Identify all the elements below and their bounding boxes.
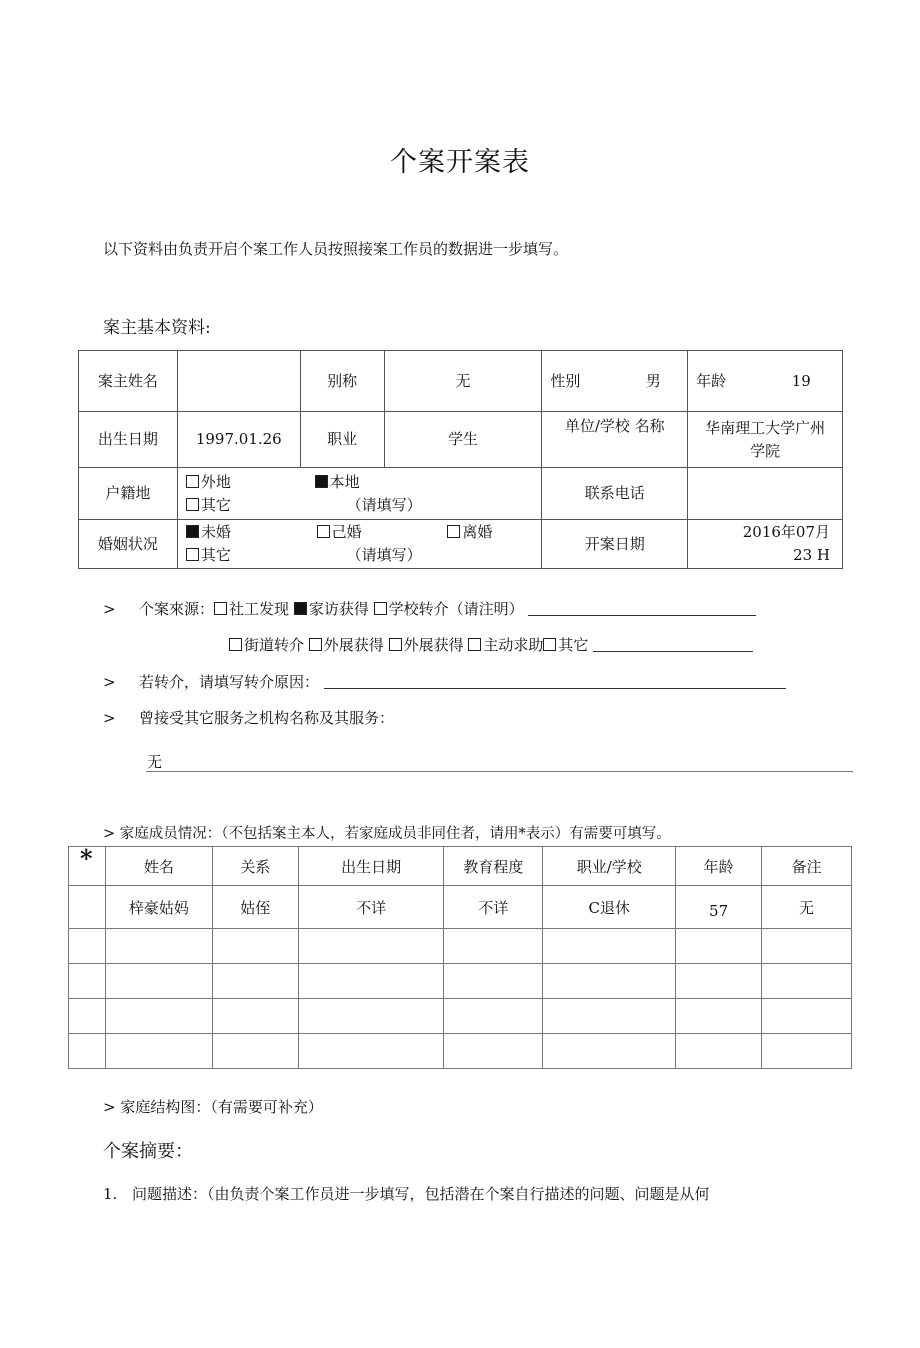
checkbox-icon	[468, 638, 481, 651]
age-cell[interactable]	[688, 351, 843, 412]
table-cell[interactable]	[212, 929, 298, 964]
source-option-self-help[interactable]: 主动求助	[468, 636, 543, 654]
marital-options	[177, 520, 542, 569]
table-cell[interactable]	[676, 999, 762, 1034]
table-cell[interactable]	[762, 999, 852, 1034]
table-cell[interactable]	[444, 964, 543, 999]
hukou-options	[177, 468, 542, 520]
checkbox-checked-icon	[294, 602, 307, 615]
open-date-line2: 23 H	[793, 546, 830, 564]
open-date-field[interactable]	[688, 520, 843, 569]
arrow-icon: >	[103, 673, 116, 691]
case-source-row-2	[229, 634, 753, 655]
family-star-cell[interactable]	[69, 964, 106, 999]
family-star-cell[interactable]	[69, 929, 106, 964]
table-cell[interactable]: 不详	[444, 886, 543, 929]
checkbox-icon	[186, 498, 199, 511]
alias-field[interactable]: 无	[384, 351, 542, 412]
source-option-outreach-2[interactable]: 外展获得	[389, 636, 464, 654]
prior-service-label: 曾接受其它服务之机构名称及其服务：	[139, 709, 395, 727]
family-star-cell[interactable]	[69, 1034, 106, 1069]
case-source-label: 个案來源：	[139, 600, 215, 618]
hukou-option-outside[interactable]: 外地	[186, 471, 310, 494]
referral-label: 若转介，请填写转介原因：	[139, 673, 320, 691]
intro-text: 以下资料由负责开启个案工作人员按照接案工作员的数据进一步填写。	[103, 240, 569, 258]
table-cell[interactable]	[105, 929, 212, 964]
referral-reason-line[interactable]	[324, 674, 786, 689]
table-cell[interactable]	[762, 964, 852, 999]
source-option-other[interactable]: 其它	[543, 636, 588, 654]
family-header-age: 年龄	[676, 847, 762, 886]
table-cell[interactable]	[298, 929, 444, 964]
table-row	[69, 964, 852, 999]
job-label: 职业	[300, 412, 384, 468]
family-header-note: 备注	[762, 847, 852, 886]
table-cell[interactable]: C退休	[543, 886, 676, 929]
table-cell[interactable]	[444, 1034, 543, 1069]
table-cell[interactable]	[676, 1034, 762, 1069]
family-header-name: 姓名	[105, 847, 212, 886]
table-cell[interactable]: 梓豪姑妈	[105, 886, 212, 929]
checkbox-checked-icon	[186, 525, 199, 538]
table-row	[69, 999, 852, 1034]
source-option-outreach-1[interactable]: 外展获得	[309, 636, 384, 654]
prior-service-row	[103, 707, 394, 728]
family-table	[68, 846, 852, 1069]
table-cell[interactable]: 姑侄	[212, 886, 298, 929]
source-option-school-referral[interactable]: 学校转介（请注明）	[374, 600, 524, 618]
case-source-row	[103, 598, 756, 619]
gender-value: 男	[645, 371, 661, 390]
marital-option-divorced[interactable]: 离婚	[447, 521, 492, 544]
birth-label: 出生日期	[79, 412, 178, 468]
page-title: 个案开案表	[390, 147, 530, 178]
problem-number: 1.	[103, 1185, 118, 1203]
table-cell[interactable]	[212, 964, 298, 999]
checkbox-icon	[447, 525, 460, 538]
checkbox-icon	[186, 475, 199, 488]
checkbox-icon	[374, 602, 387, 615]
checkbox-icon	[214, 602, 227, 615]
checkbox-icon	[317, 525, 330, 538]
table-cell[interactable]	[543, 999, 676, 1034]
checkbox-checked-icon	[315, 475, 328, 488]
unit-field[interactable]: 华南理工大学广州学院	[688, 412, 843, 468]
table-cell[interactable]: 57	[676, 886, 762, 929]
table-cell[interactable]	[543, 1034, 676, 1069]
checkbox-icon	[186, 548, 199, 561]
table-row	[69, 929, 852, 964]
table-row	[69, 1034, 852, 1069]
family-heading: > 家庭成员情况：（不包括案主本人，若家庭成员非同住者，请用*表示）有需要可填写。	[103, 826, 671, 842]
problem-description-text: 问题描述：（由负责个案工作员进一步填写，包括潜在个案自行描述的问题、问题是从何	[132, 1185, 710, 1203]
hukou-option-other[interactable]: 其它	[186, 494, 342, 517]
checkbox-icon	[309, 638, 322, 651]
table-cell[interactable]: 无	[762, 886, 852, 929]
table-cell[interactable]	[762, 929, 852, 964]
arrow-icon: >	[103, 709, 116, 727]
source-option-home-visit[interactable]: 家访获得	[294, 600, 369, 618]
hukou-fill-hint: （请填写）	[346, 495, 422, 514]
family-header-birth: 出生日期	[298, 847, 444, 886]
marital-fill-hint: （请填写）	[346, 546, 422, 564]
marital-label: 婚姻状况	[79, 520, 178, 569]
table-cell[interactable]	[212, 1034, 298, 1069]
table-cell[interactable]: 不详	[298, 886, 444, 929]
checkbox-icon	[543, 638, 556, 651]
table-cell[interactable]	[676, 964, 762, 999]
table-cell[interactable]	[105, 999, 212, 1034]
open-date-label: 开案日期	[542, 520, 688, 569]
marital-option-single[interactable]: 未婚	[186, 521, 312, 544]
table-cell[interactable]	[676, 929, 762, 964]
family-header-education: 教育程度	[444, 847, 543, 886]
basic-info-table	[78, 350, 843, 569]
star-marker: *	[69, 847, 106, 886]
marital-option-other[interactable]: 其它	[186, 544, 342, 567]
problem-description-row	[103, 1183, 710, 1204]
checkbox-icon	[389, 638, 402, 651]
family-header-job: 职业/学校	[543, 847, 676, 886]
source-other-line[interactable]	[593, 637, 753, 652]
hukou-label: 户籍地	[79, 468, 178, 520]
prior-service-line[interactable]	[146, 771, 853, 772]
gender-label: 性别	[550, 371, 581, 390]
name-label: 案主姓名	[79, 351, 178, 412]
family-structure-heading: > 家庭结构图：（有需要可补充）	[103, 1098, 323, 1116]
phone-label: 联系电话	[542, 468, 688, 520]
gender-cell[interactable]	[542, 351, 688, 412]
section-basic-heading: 案主基本资料:	[103, 318, 211, 338]
unit-label: 单位/学校 名称	[542, 412, 688, 468]
table-cell[interactable]	[105, 964, 212, 999]
arrow-icon: >	[103, 600, 116, 618]
prior-service-value: 无	[147, 753, 163, 771]
table-cell[interactable]	[105, 1034, 212, 1069]
checkbox-icon	[229, 638, 242, 651]
job-field[interactable]: 学生	[384, 412, 542, 468]
age-value: 19	[791, 371, 811, 390]
family-star-cell[interactable]	[69, 999, 106, 1034]
table-cell[interactable]	[543, 964, 676, 999]
table-cell[interactable]	[444, 999, 543, 1034]
family-header-relation: 关系	[212, 847, 298, 886]
table-cell[interactable]	[762, 1034, 852, 1069]
name-field[interactable]	[177, 351, 300, 412]
birth-field[interactable]: 1997.01.26	[177, 412, 300, 468]
summary-heading: 个案摘要：	[103, 1141, 193, 1162]
table-cell[interactable]	[543, 929, 676, 964]
table-cell[interactable]	[298, 964, 444, 999]
school-referral-line[interactable]	[528, 601, 756, 616]
open-date-line1: 2016年07月	[742, 523, 830, 541]
table-cell[interactable]	[212, 999, 298, 1034]
referral-row	[103, 671, 786, 692]
marital-option-married[interactable]: 己婚	[317, 521, 443, 544]
age-label: 年龄	[696, 371, 727, 390]
table-cell[interactable]	[298, 1034, 444, 1069]
source-option-social-worker[interactable]: 社工发现	[214, 600, 289, 618]
phone-field[interactable]	[688, 468, 843, 520]
table-row	[69, 886, 852, 929]
source-option-street-referral[interactable]: 街道转介	[229, 636, 304, 654]
hukou-option-local[interactable]: 本地	[315, 471, 360, 494]
family-star-cell[interactable]	[69, 886, 106, 929]
alias-label: 别称	[300, 351, 384, 412]
table-cell[interactable]	[298, 999, 444, 1034]
table-cell[interactable]	[444, 929, 543, 964]
